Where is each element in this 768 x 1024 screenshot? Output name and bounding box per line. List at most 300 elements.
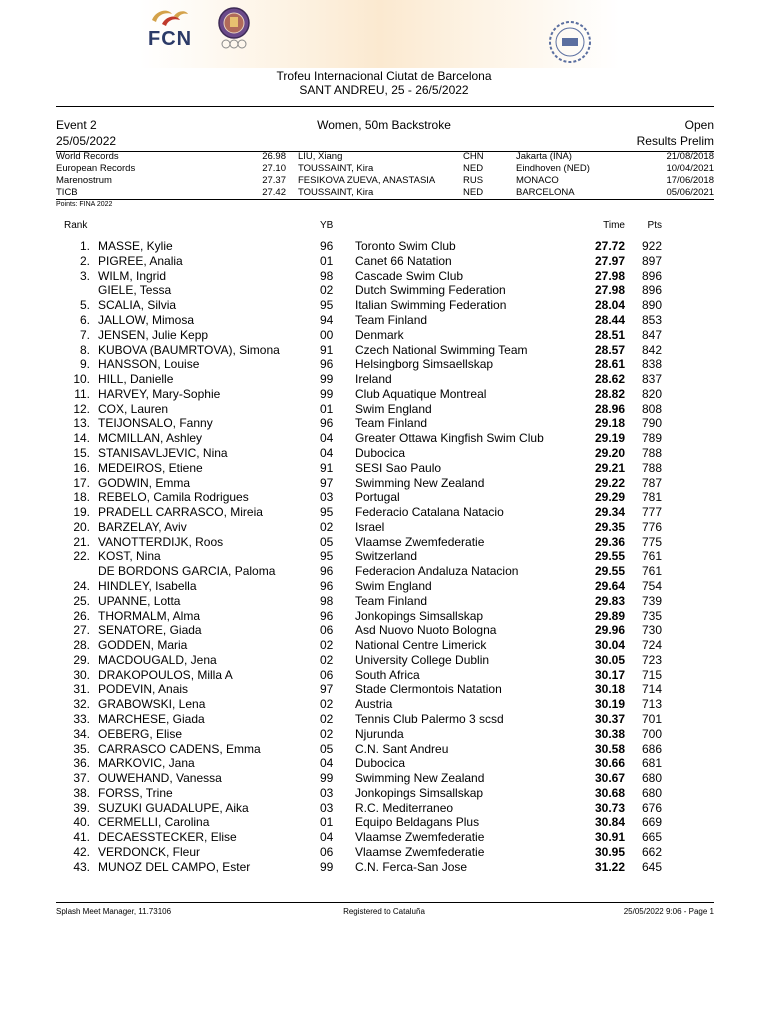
meet-location-dates: SANT ANDREU, 25 - 26/5/2022 bbox=[299, 83, 469, 97]
result-rank: 37. bbox=[73, 771, 90, 786]
result-row bbox=[0, 727, 768, 741]
record-date: 05/06/2021 bbox=[666, 187, 714, 198]
club-name: Helsingborg Simsaellskap bbox=[355, 357, 494, 372]
result-row bbox=[0, 535, 768, 549]
birth-year: 02 bbox=[320, 638, 334, 653]
club-name: Greater Ottawa Kingfish Swim Club bbox=[355, 431, 544, 446]
result-time: 29.83 bbox=[594, 593, 625, 608]
result-time: 29.22 bbox=[594, 475, 625, 490]
athlete-name: KOST, Nina bbox=[98, 549, 161, 564]
result-rank: 40. bbox=[73, 815, 90, 830]
result-time: 30.91 bbox=[594, 830, 625, 845]
result-time: 31.22 bbox=[594, 859, 625, 874]
result-row bbox=[0, 815, 768, 829]
athlete-name: MUNOZ DEL CAMPO, Ester bbox=[98, 859, 251, 874]
record-type: European Records bbox=[56, 163, 136, 174]
club-name: R.C. Mediterraneo bbox=[355, 800, 454, 815]
birth-year: 94 bbox=[320, 312, 334, 327]
fina-points: 896 bbox=[641, 268, 662, 283]
club-name: Ireland bbox=[355, 372, 392, 386]
athlete-name: DECAESSTECKER, Elise bbox=[98, 830, 237, 845]
athlete-name: STANISAVLJEVIC, Nina bbox=[98, 445, 228, 460]
result-rank: 5. bbox=[79, 298, 90, 313]
result-rank: 11. bbox=[74, 386, 90, 401]
athlete-name: PRADELL CARRASCO, Mireia bbox=[98, 505, 263, 519]
club-name: Federacio Catalana Natacio bbox=[355, 505, 504, 519]
club-name: Canet 66 Natation bbox=[355, 253, 452, 268]
result-rank: 12. bbox=[73, 401, 90, 416]
club-name: Swimming New Zealand bbox=[355, 475, 485, 490]
result-rank: 39. bbox=[73, 800, 90, 815]
birth-year: 02 bbox=[320, 726, 334, 741]
result-rank: 28. bbox=[73, 638, 90, 653]
club-name: Stade Clermontois Natation bbox=[355, 682, 502, 697]
result-time: 28.62 bbox=[594, 372, 625, 386]
fina-points: 788 bbox=[641, 445, 662, 460]
club-name: Club Aquatique Montreal bbox=[355, 386, 487, 401]
record-time: 27.37 bbox=[262, 175, 286, 186]
fina-points: 662 bbox=[641, 845, 662, 859]
athlete-name: WILM, Ingrid bbox=[98, 268, 167, 283]
athlete-name: GRABOWSKI, Lena bbox=[98, 697, 206, 712]
birth-year: 91 bbox=[320, 460, 334, 475]
result-row bbox=[0, 623, 768, 637]
result-row bbox=[0, 860, 768, 874]
club-name: Israel bbox=[355, 519, 385, 534]
result-row bbox=[0, 771, 768, 785]
fina-points: 776 bbox=[641, 519, 662, 534]
result-time: 28.96 bbox=[594, 401, 625, 416]
record-place: Eindhoven (NED) bbox=[516, 163, 590, 174]
result-row bbox=[0, 416, 768, 430]
header-divider bbox=[56, 106, 714, 107]
result-row bbox=[0, 756, 768, 770]
result-time: 27.97 bbox=[594, 253, 625, 268]
fina-points: 680 bbox=[641, 785, 662, 800]
athlete-name: COX, Lauren bbox=[98, 401, 169, 416]
result-time: 30.19 bbox=[594, 697, 625, 712]
fina-points: 676 bbox=[641, 800, 662, 815]
fina-points: 820 bbox=[641, 386, 662, 401]
club-name: Italian Swimming Federation bbox=[355, 298, 507, 313]
fina-points: 723 bbox=[641, 652, 662, 667]
athlete-name: BARZELAY, Aviv bbox=[98, 519, 187, 534]
result-rank: 13. bbox=[73, 416, 90, 431]
result-row bbox=[0, 668, 768, 682]
athlete-name: JALLOW, Mimosa bbox=[98, 312, 195, 327]
birth-year: 04 bbox=[320, 830, 334, 845]
fina-points: 896 bbox=[641, 283, 662, 298]
fina-points: 730 bbox=[641, 623, 662, 638]
result-rank: 30. bbox=[73, 667, 90, 682]
result-time: 29.18 bbox=[594, 416, 625, 431]
birth-year: 02 bbox=[320, 712, 334, 726]
result-time: 29.29 bbox=[594, 490, 625, 505]
birth-year: 02 bbox=[320, 652, 334, 667]
athlete-name: MARKOVIC, Jana bbox=[98, 756, 195, 771]
result-rank: 16. bbox=[73, 460, 90, 475]
result-rank: 3. bbox=[79, 268, 90, 283]
result-rank: 33. bbox=[73, 712, 90, 726]
birth-year: 95 bbox=[320, 549, 334, 564]
result-rank: 6. bbox=[79, 312, 90, 327]
record-holder: TOUSSAINT, Kira bbox=[298, 187, 374, 198]
result-row bbox=[0, 269, 768, 283]
record-holder: TOUSSAINT, Kira bbox=[298, 163, 374, 174]
record-nation: CHN bbox=[463, 151, 484, 162]
result-row bbox=[0, 609, 768, 623]
record-holder: FESIKOVA ZUEVA, ANASTASIA bbox=[298, 175, 436, 186]
result-row bbox=[0, 505, 768, 519]
event-number: Event 2 bbox=[56, 118, 97, 132]
result-rank: 10. bbox=[73, 372, 90, 386]
fina-points: 700 bbox=[641, 726, 662, 741]
fina-points: 787 bbox=[641, 475, 662, 490]
birth-year: 99 bbox=[320, 859, 334, 874]
athlete-name: THORMALM, Alma bbox=[98, 608, 201, 623]
result-time: 29.35 bbox=[594, 519, 625, 534]
athlete-name: CARRASCO CADENS, Emma bbox=[98, 741, 261, 756]
result-rank: 32. bbox=[73, 697, 90, 712]
result-time: 30.68 bbox=[594, 785, 625, 800]
athlete-name: FORSS, Trine bbox=[98, 785, 173, 800]
club-name: Njurunda bbox=[355, 726, 404, 741]
club-name: Swimming New Zealand bbox=[355, 771, 485, 786]
birth-year: 03 bbox=[320, 800, 334, 815]
athlete-name: MASSE, Kylie bbox=[98, 239, 173, 253]
result-time: 30.73 bbox=[594, 800, 625, 815]
result-row bbox=[0, 461, 768, 475]
federation-seal-icon bbox=[214, 6, 254, 52]
club-name: Vlaamse Zwemfederatie bbox=[355, 534, 485, 549]
fina-points: 837 bbox=[641, 372, 662, 386]
fina-points: 735 bbox=[641, 608, 662, 623]
fcn-logo-text: FCN bbox=[148, 28, 193, 50]
fina-points: 890 bbox=[641, 298, 662, 313]
birth-year: 02 bbox=[320, 697, 334, 712]
club-name: Swim England bbox=[355, 578, 432, 593]
result-rank: 34. bbox=[73, 726, 90, 741]
club-name: Dubocica bbox=[355, 756, 406, 771]
athlete-name: SCALIA, Silvia bbox=[98, 298, 177, 313]
fina-points: 701 bbox=[641, 712, 662, 726]
birth-year: 96 bbox=[320, 239, 334, 253]
result-rank: 25. bbox=[73, 593, 90, 608]
club-name: Swim England bbox=[355, 401, 432, 416]
result-rank: 19. bbox=[73, 505, 90, 519]
fina-points: 739 bbox=[641, 593, 662, 608]
birth-year: 98 bbox=[320, 593, 334, 608]
birth-year: 01 bbox=[320, 253, 334, 268]
event-date: 25/05/2022 bbox=[56, 134, 117, 148]
footer-divider bbox=[56, 902, 714, 903]
result-time: 28.44 bbox=[594, 312, 625, 327]
fina-points: 777 bbox=[641, 505, 662, 519]
club-name: Vlaamse Zwemfederatie bbox=[355, 845, 485, 859]
fina-points: 645 bbox=[641, 859, 662, 874]
result-row bbox=[0, 298, 768, 312]
fina-points: 788 bbox=[641, 460, 662, 475]
birth-year: 96 bbox=[320, 357, 334, 372]
birth-year: 99 bbox=[320, 771, 334, 786]
result-time: 30.95 bbox=[594, 845, 625, 859]
record-place: Jakarta (INA) bbox=[516, 151, 572, 162]
birth-year: 01 bbox=[320, 401, 334, 416]
birth-year: 96 bbox=[320, 564, 334, 579]
birth-year: 03 bbox=[320, 785, 334, 800]
athlete-name: SENATORE, Giada bbox=[98, 623, 202, 638]
fina-points: 686 bbox=[641, 741, 662, 756]
result-time: 30.18 bbox=[594, 682, 625, 697]
birth-year: 98 bbox=[320, 268, 334, 283]
birth-year: 95 bbox=[320, 298, 334, 313]
club-name: Jonkopings Simsallskap bbox=[355, 608, 484, 623]
event-category: Open bbox=[684, 118, 714, 132]
athlete-name: PODEVIN, Anais bbox=[98, 682, 189, 697]
mare-nostrum-logo-icon bbox=[548, 20, 592, 64]
record-type: Marenostrum bbox=[56, 175, 112, 186]
result-row bbox=[0, 402, 768, 416]
athlete-name: MEDEIROS, Etiene bbox=[98, 460, 203, 475]
birth-year: 99 bbox=[320, 372, 334, 386]
fina-points: 680 bbox=[641, 771, 662, 786]
result-row bbox=[0, 549, 768, 563]
athlete-name: MACDOUGALD, Jena bbox=[98, 652, 217, 667]
result-time: 30.04 bbox=[594, 638, 625, 653]
club-name: South Africa bbox=[355, 667, 420, 682]
club-name: Jonkopings Simsallskap bbox=[355, 785, 484, 800]
result-row bbox=[0, 476, 768, 490]
column-header-time: Time bbox=[603, 220, 625, 231]
result-row bbox=[0, 712, 768, 726]
result-row bbox=[0, 387, 768, 401]
birth-year: 02 bbox=[320, 283, 334, 298]
footer-software: Splash Meet Manager, 11.73106 bbox=[56, 907, 172, 916]
result-row bbox=[0, 801, 768, 815]
result-time: 30.17 bbox=[594, 667, 625, 682]
fina-points: 842 bbox=[641, 342, 662, 357]
result-row bbox=[0, 594, 768, 608]
club-name: Team Finland bbox=[355, 416, 428, 431]
result-time: 30.37 bbox=[594, 712, 625, 726]
result-time: 30.38 bbox=[594, 726, 625, 741]
result-time: 29.34 bbox=[594, 505, 625, 519]
meet-name: Trofeu Internacional Ciutat de Barcelona bbox=[276, 69, 492, 83]
result-time: 28.51 bbox=[594, 327, 625, 342]
birth-year: 06 bbox=[320, 845, 334, 859]
fina-points: 715 bbox=[641, 667, 662, 682]
result-time: 28.82 bbox=[594, 386, 625, 401]
fina-points: 714 bbox=[641, 682, 662, 697]
fina-points: 754 bbox=[641, 578, 662, 593]
birth-year: 06 bbox=[320, 667, 334, 682]
result-row bbox=[0, 357, 768, 371]
athlete-name: GODDEN, Maria bbox=[98, 638, 188, 653]
birth-year: 96 bbox=[320, 416, 334, 431]
birth-year: 04 bbox=[320, 756, 334, 771]
result-rank: 20. bbox=[73, 519, 90, 534]
result-row bbox=[0, 254, 768, 268]
birth-year: 05 bbox=[320, 741, 334, 756]
record-nation: RUS bbox=[463, 175, 484, 186]
athlete-name: VANOTTERDIJK, Roos bbox=[98, 534, 224, 549]
birth-year: 96 bbox=[320, 608, 334, 623]
fina-points: 669 bbox=[641, 815, 662, 830]
record-time: 27.10 bbox=[262, 163, 286, 174]
club-name: Vlaamse Zwemfederatie bbox=[355, 830, 485, 845]
result-time: 30.67 bbox=[594, 771, 625, 786]
result-rank: 8. bbox=[79, 342, 90, 357]
result-time: 29.21 bbox=[594, 460, 625, 475]
record-time: 27.42 bbox=[262, 187, 286, 198]
athlete-name: TEIJONSALO, Fanny bbox=[98, 416, 213, 431]
club-name: Team Finland bbox=[355, 312, 428, 327]
result-time: 28.57 bbox=[594, 342, 625, 357]
result-time: 27.98 bbox=[594, 268, 625, 283]
footer-timestamp-page: 25/05/2022 9:06 - Page 1 bbox=[623, 907, 714, 916]
record-nation: NED bbox=[463, 187, 484, 198]
birth-year: 95 bbox=[320, 505, 334, 519]
result-time: 27.98 bbox=[594, 283, 625, 298]
athlete-name: SUZUKI GUADALUPE, Aika bbox=[98, 800, 249, 815]
result-time: 29.55 bbox=[594, 564, 625, 579]
record-time: 26.98 bbox=[262, 151, 286, 162]
club-name: SESI Sao Paulo bbox=[355, 460, 442, 475]
fina-points: 847 bbox=[641, 327, 662, 342]
result-row bbox=[0, 564, 768, 578]
club-name: National Centre Limerick bbox=[355, 638, 487, 653]
fina-points: 897 bbox=[641, 253, 662, 268]
result-row bbox=[0, 239, 768, 253]
club-name: Toronto Swim Club bbox=[355, 239, 456, 253]
result-row bbox=[0, 697, 768, 711]
athlete-name: KUBOVA (BAUMRTOVA), Simona bbox=[98, 342, 280, 357]
fina-points: 838 bbox=[641, 357, 662, 372]
athlete-name: UPANNE, Lotta bbox=[98, 593, 181, 608]
result-row bbox=[0, 520, 768, 534]
birth-year: 05 bbox=[320, 534, 334, 549]
result-rank: 7. bbox=[79, 327, 90, 342]
result-row bbox=[0, 579, 768, 593]
record-date: 10/04/2021 bbox=[666, 163, 714, 174]
column-header-rank: Rank bbox=[64, 220, 88, 231]
result-row bbox=[0, 682, 768, 696]
athlete-name: DRAKOPOULOS, Milla A bbox=[98, 667, 233, 682]
birth-year: 06 bbox=[320, 623, 334, 638]
record-date: 17/06/2018 bbox=[666, 175, 714, 186]
result-rank: 26. bbox=[73, 608, 90, 623]
record-nation: NED bbox=[463, 163, 484, 174]
birth-year: 99 bbox=[320, 386, 334, 401]
result-row bbox=[0, 742, 768, 756]
record-holder: LIU, Xiang bbox=[298, 151, 343, 162]
club-name: Dubocica bbox=[355, 445, 406, 460]
club-name: University College Dublin bbox=[355, 652, 490, 667]
athlete-name: OEBERG, Elise bbox=[98, 726, 183, 741]
athlete-name: JENSEN, Julie Kepp bbox=[98, 327, 209, 342]
athlete-name: HARVEY, Mary-Sophie bbox=[98, 386, 221, 401]
result-time: 30.05 bbox=[594, 652, 625, 667]
club-name: Cascade Swim Club bbox=[355, 268, 464, 283]
result-rank: 22. bbox=[73, 549, 90, 564]
result-rank: 9. bbox=[79, 357, 90, 372]
birth-year: 04 bbox=[320, 445, 334, 460]
athlete-name: REBELO, Camila Rodrigues bbox=[98, 490, 249, 505]
athlete-name: MCMILLAN, Ashley bbox=[98, 431, 203, 446]
club-name: Czech National Swimming Team bbox=[355, 342, 528, 357]
result-row bbox=[0, 431, 768, 445]
result-rank: 21. bbox=[73, 534, 90, 549]
result-row bbox=[0, 446, 768, 460]
result-row bbox=[0, 845, 768, 859]
result-time: 29.19 bbox=[594, 431, 625, 446]
athlete-name: CERMELLI, Carolina bbox=[98, 815, 210, 830]
result-rank: 41. bbox=[73, 830, 90, 845]
birth-year: 91 bbox=[320, 342, 334, 357]
club-name: Equipo Beldagans Plus bbox=[355, 815, 480, 830]
result-rank: 14. bbox=[73, 431, 90, 446]
result-time: 29.89 bbox=[594, 608, 625, 623]
result-rank: 29. bbox=[73, 652, 90, 667]
result-time: 28.04 bbox=[594, 298, 625, 313]
result-row bbox=[0, 313, 768, 327]
column-header-yb: YB bbox=[320, 220, 334, 231]
club-name: Federacion Andaluza Natacion bbox=[355, 564, 519, 579]
result-row bbox=[0, 328, 768, 342]
fina-points: 681 bbox=[641, 756, 662, 771]
club-name: C.N. Ferca-San Jose bbox=[355, 859, 468, 874]
athlete-name: OUWEHAND, Vanessa bbox=[98, 771, 222, 786]
result-time: 27.72 bbox=[594, 239, 625, 253]
club-name: Team Finland bbox=[355, 593, 428, 608]
result-rank: 36. bbox=[73, 756, 90, 771]
result-row bbox=[0, 653, 768, 667]
result-time: 29.96 bbox=[594, 623, 625, 638]
result-rank: 27. bbox=[73, 623, 90, 638]
birth-year: 04 bbox=[320, 431, 334, 446]
result-row bbox=[0, 283, 768, 297]
result-rank: 42. bbox=[73, 845, 90, 859]
fina-points: 724 bbox=[641, 638, 662, 653]
record-type: TICB bbox=[56, 187, 78, 198]
fina-points: 781 bbox=[641, 490, 662, 505]
fina-points: 808 bbox=[641, 401, 662, 416]
result-time: 29.64 bbox=[594, 578, 625, 593]
birth-year: 96 bbox=[320, 578, 334, 593]
result-time: 28.61 bbox=[594, 357, 625, 372]
result-time: 29.20 bbox=[594, 445, 625, 460]
club-name: Portugal bbox=[355, 490, 400, 505]
event-title: Women, 50m Backstroke bbox=[317, 118, 451, 132]
birth-year: 01 bbox=[320, 815, 334, 830]
athlete-name: HINDLEY, Isabella bbox=[98, 578, 197, 593]
result-rank: 35. bbox=[73, 741, 90, 756]
fina-points: 761 bbox=[641, 549, 662, 564]
column-header-pts: Pts bbox=[647, 220, 662, 231]
result-rank: 18. bbox=[73, 490, 90, 505]
club-name: Dutch Swimming Federation bbox=[355, 283, 506, 298]
birth-year: 97 bbox=[320, 475, 334, 490]
result-row bbox=[0, 343, 768, 357]
result-rank: 15. bbox=[73, 445, 90, 460]
athlete-name: MARCHESE, Giada bbox=[98, 712, 205, 726]
club-name: Asd Nuovo Nuoto Bologna bbox=[355, 623, 497, 638]
club-name: Switzerland bbox=[355, 549, 418, 564]
record-date: 21/08/2018 bbox=[666, 151, 714, 162]
points-note: Points: FINA 2022 bbox=[56, 201, 113, 208]
result-time: 30.84 bbox=[594, 815, 625, 830]
result-rank: 38. bbox=[73, 785, 90, 800]
